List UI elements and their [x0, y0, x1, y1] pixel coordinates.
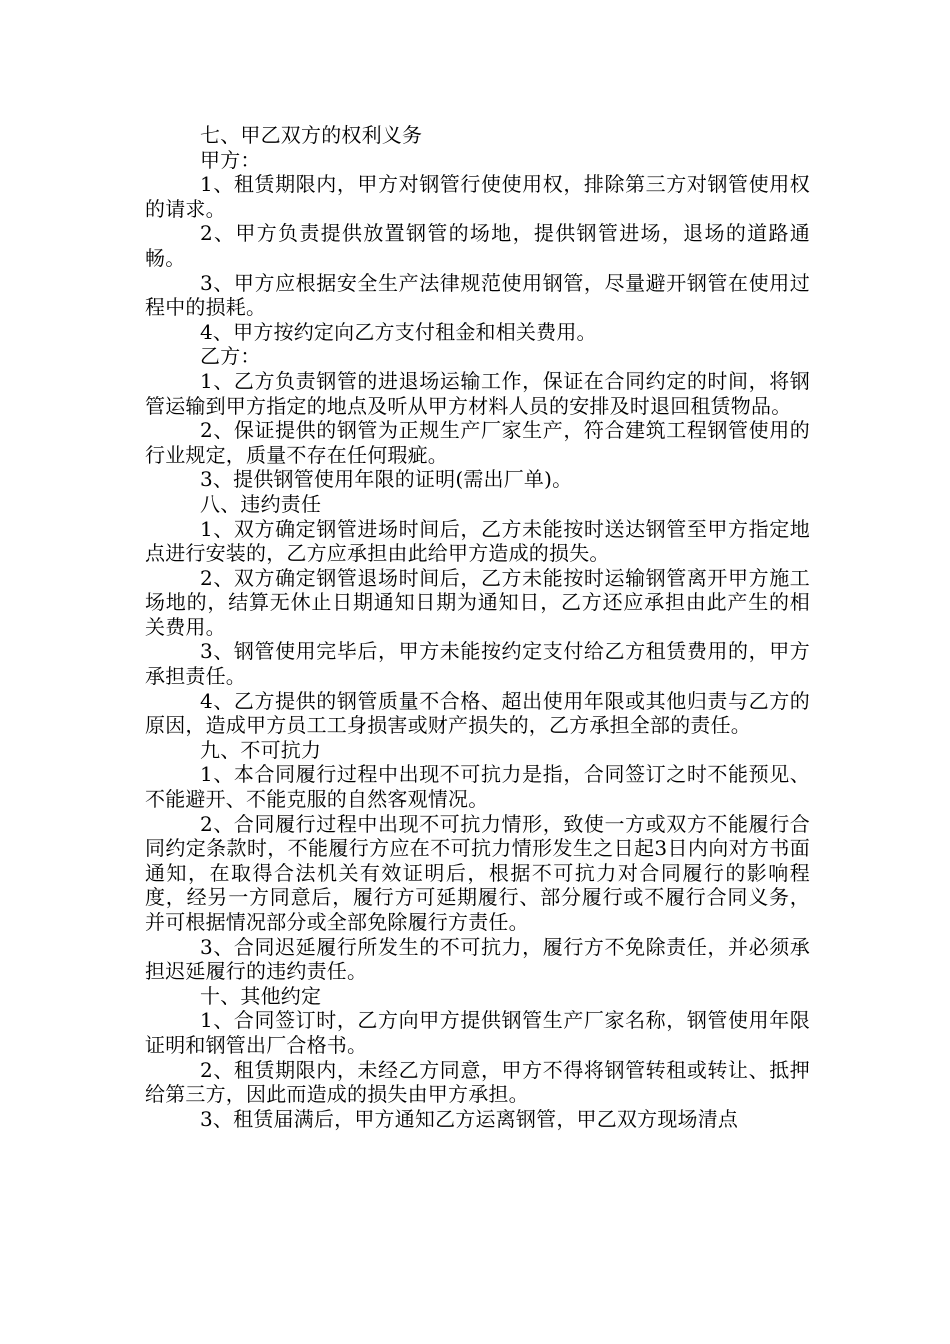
paragraph: 2、甲方负责提供放置钢管的场地，提供钢管进场，退场的道路通畅。	[145, 221, 810, 270]
paragraph: 3、提供钢管使用年限的证明(需出厂单)。	[200, 467, 573, 492]
document-body	[145, 123, 810, 1131]
party-a-label: 甲方：	[200, 147, 261, 172]
paragraph: 1、双方确定钢管进场时间后，乙方未能按时送达钢管至甲方指定地点进行安装的，乙方应承担由此给甲方造成的损失。	[145, 516, 810, 566]
paragraph: 4、乙方提供的钢管质量不合格、超出使用年限或其他归责与乙方的原因，造成甲方员工工身损害或财产损失的，乙方承担全部的责任。	[145, 688, 810, 738]
section-heading-other: 十、其他约定	[200, 983, 322, 1008]
paragraph: 3、甲方应根据安全生产法律规范使用钢管，尽量避开钢管在使用过程中的损耗。	[145, 270, 810, 320]
paragraph: 1、租赁期限内，甲方对钢管行使使用权，排除第三方对钢管使用权的请求。	[145, 172, 810, 221]
paragraph: 1、乙方负责钢管的进退场运输工作，保证在合同约定的时间，将钢管运输到甲方指定的地点及听从甲方材料人员的安排及时退回租赁物品。	[145, 368, 810, 418]
section-heading-breach: 八、违约责任	[200, 491, 322, 516]
paragraph: 1、合同签订时，乙方向甲方提供钢管生产厂家名称，钢管使用年限证明和钢管出厂合格书。	[145, 1008, 810, 1057]
paragraph: 1、本合同履行过程中出现不可抗力是指，合同签订之时不能预见、不能避开、不能克服的自然客观情况。	[145, 762, 810, 812]
paragraph: 4、甲方按约定向乙方支付租金和相关费用。	[200, 319, 597, 344]
paragraph: 3、合同迟延履行所发生的不可抗力，履行方不免除责任，并必须承担迟延履行的违约责任。	[145, 934, 810, 984]
section-heading-rights: 七、甲乙双方的权利义务	[200, 123, 423, 147]
paragraph: 2、租赁期限内，未经乙方同意，甲方不得将钢管转租或转让、抵押给第三方，因此而造成的损失由甲方承担。	[145, 1057, 810, 1107]
paragraph: 3、钢管使用完毕后，甲方未能按约定支付给乙方租赁费用的，甲方承担责任。	[145, 639, 810, 689]
paragraph: 2、合同履行过程中出现不可抗力情形，致使一方或双方不能履行合同约定条款时，不能履行方应在不可抗力情形发生之日起3日内向对方书面通知，在取得合法机关有效证明后，根据不可抗力对合同履行的影响程度，经另一方同意后，履行方可延期履行、部分履行或不履行合同义务，并可根据情况部分或全部免除履行方责任。	[145, 811, 810, 934]
paragraph: 2、双方确定钢管退场时间后，乙方未能按时运输钢管离开甲方施工场地的，结算无休止日期通知日期为通知日，乙方还应承担由此产生的相关费用。	[145, 565, 810, 639]
paragraph: 2、保证提供的钢管为正规生产厂家生产，符合建筑工程钢管使用的行业规定，质量不存在任何瑕疵。	[145, 418, 810, 467]
paragraph: 3、租赁届满后，甲方通知乙方运离钢管，甲乙双方现场清点	[200, 1106, 739, 1131]
section-heading-force-majeure: 九、不可抗力	[200, 737, 322, 762]
party-b-label: 乙方：	[200, 344, 261, 369]
